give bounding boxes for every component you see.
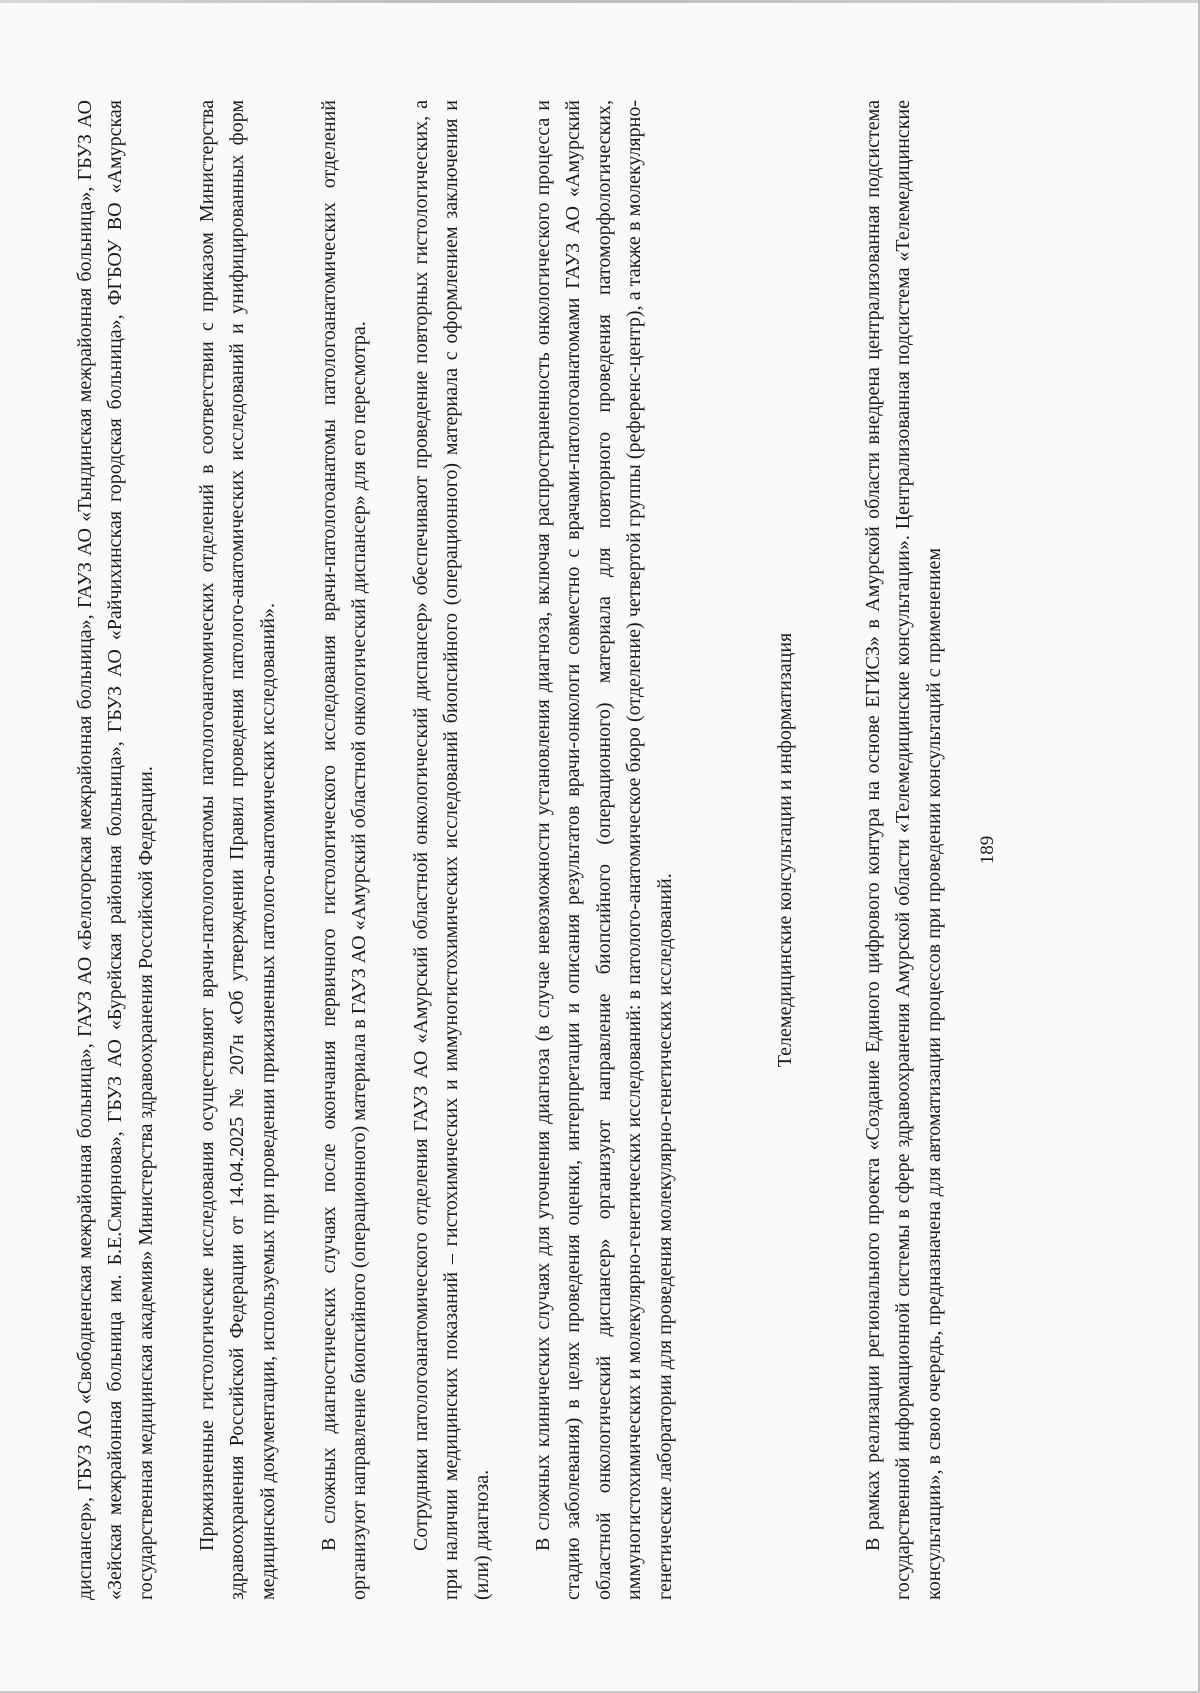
section-heading: Телемедицинские консультации и информатизация bbox=[774, 632, 796, 1068]
scan-edge-top bbox=[0, 0, 1200, 3]
paragraph-pathology-staff: Сотрудники патологоанатомического отделения ГАУЗ АО «Амурский областной онкологический диспансер» обеспечивают проведение повторных гистологических, а при наличии медицинских показаний – гистохимических и иммуногистохимических исследований биопсийного (операционного) материала с оформлением заключения и (или) диагноза. bbox=[410, 100, 493, 1600]
paragraph-telemedicine: В рамках реализации регионального проекта «Создание Единого цифрового контура на основе ЕГИСЗ» в Амурской области внедрена централизованная подсистема государственной информационной системы в сфере здравоохранения Амурской области «Телемедицинские консультации». Централизованная подсистема «Телемедицинские консультации», в свою очередь, предназначена для автоматизации процессов при проведении консультаций с применением bbox=[862, 100, 945, 1600]
paragraph-complex-clinical-cases: В сложных клинических случаях для уточнения диагноза (в случае невозможности установления диагноза, включая распространенность онкологического процесса и стадию заболевания) в целях проведения оценки, интерпретации и описания результатов врачи-онкологи совместно с врачами-патологоанатомами ГАУЗ АО «Амурский областной онкологический диспансер» организуют направление биопсийного (операционного) материала для повторного проведения патоморфологических, иммуногистохимических и молекулярно-генетических исследований: в патолого-анатомическое бюро (отделение) четвертой группы (референс-центр), а также в молекулярно-генетические лаборатории для проведения молекулярно-генетических исследований. bbox=[532, 100, 676, 1600]
paragraph-complex-diagnostics: В сложных диагностических случаях после окончания первичного гистологического исследования врачи-патологоанатомы патологоанатомических отделений организуют направление биопсийного (операционного) материала в ГАУЗ АО «Амурский областной онкологический диспансер» для его пересмотра. bbox=[318, 100, 371, 1600]
rotated-page-content bbox=[70, 100, 1020, 1600]
page-number: 189 bbox=[977, 835, 998, 865]
paragraph-hospitals-list: диспансер», ГБУЗ АО «Свободненская межрайонная больница», ГАУЗ АО «Белогорская межрайонная больница», ГАУЗ АО «Тындинская межрайонная больница», ГБУЗ АО «Зейская межрайонная больница им. Б.Е.Смирнова», ГБУЗ АО «Бурейская районная больница», ГБУЗ АО «Райчихинская городская больница», ФГБОУ ВО «Амурская государственная медицинская академия» Министерства здравоохранения Российской Федерации. bbox=[74, 100, 157, 1600]
paragraph-histology-research: Прижизненные гистологические исследования осуществляют врачи-патологоанатомы патологоанатомических отделений в соответствии с приказом Министерства здравоохранения Российской Федерации от 14.04.2025 № 207н «Об утверждении Правил проведения патолого-анатомических исследований и унифицированных форм медицинской документации, используемых при проведении прижизненных патолого-анатомических исследований». bbox=[196, 100, 279, 1600]
